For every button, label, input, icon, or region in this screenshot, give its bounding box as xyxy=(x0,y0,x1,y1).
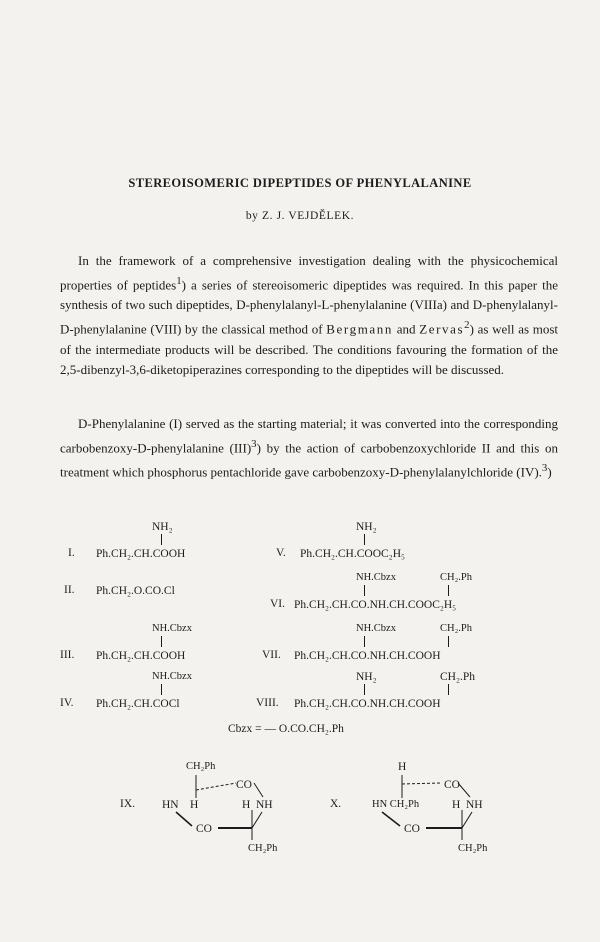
bond-VIII-a xyxy=(364,684,365,695)
para1-text-b: ) a series of stereoisomeric dipeptides was required. In this paper the synthesis of two such dipeptides, D-phenylalanyl-L-phenylalanine (VIIIa) and D-phenylalanyl-D-phenylalanine (VIII) by the classical method of xyxy=(60,277,558,337)
bond-VI-a xyxy=(364,585,365,596)
IX-h1: H xyxy=(190,799,199,811)
formula-I-main: Ph.CH₂.CH.COOH xyxy=(96,548,186,560)
X-nh: NH xyxy=(466,799,483,811)
formula-VIII-top1: NH₂ xyxy=(356,671,377,683)
paragraph-method xyxy=(60,414,558,483)
formula-VII-num: VII. xyxy=(262,649,281,661)
bond-VI-b xyxy=(448,585,449,596)
formula-VII-main: Ph.CH₂.CH.CO.NH.CH.COOH xyxy=(294,650,441,662)
bond-VII-b xyxy=(448,636,449,647)
formula-II-main: Ph.CH₂.O.CO.Cl xyxy=(96,585,175,597)
formula-VIII-top2: CH₂.Ph xyxy=(440,671,476,683)
ref-3a: 3 xyxy=(251,438,257,450)
bond-VII-a xyxy=(364,636,365,647)
ref-2: 2 xyxy=(464,319,470,332)
formula-I-num: I. xyxy=(68,547,75,559)
formula-V-top: NH₂ xyxy=(356,521,377,533)
para1-text-a: In the framework of a comprehensive investigation dealing with the physicochemical properties of peptides xyxy=(60,253,558,293)
IX-top-group: CH₂Ph xyxy=(186,761,216,772)
para1-text-c: and xyxy=(396,321,416,337)
structure-X-num: X. xyxy=(330,798,342,810)
ref-3b: 3 xyxy=(541,462,548,475)
formula-VIII-num: VIII. xyxy=(256,697,279,709)
X-h2: H xyxy=(452,799,461,811)
structure-IX-num: IX. xyxy=(120,798,136,810)
formula-III-top: NH.Cbzx xyxy=(152,623,192,634)
X-co-bottom: CO xyxy=(404,823,420,835)
para2-text-a: D-Phenylalanine (I) served as the starting material; it was converted into the corresponding carbobenzoxy-D-phenylalanine (III) xyxy=(60,416,558,456)
para2-text-c: ) xyxy=(547,464,552,480)
bond-IV xyxy=(161,684,162,695)
name-bergmann: Bergmann xyxy=(326,321,393,337)
X-left-group: HN CH₂Ph xyxy=(372,799,420,810)
name-zervas: Zervas xyxy=(419,321,465,337)
para1-text-d: ) as well as most of the intermediate products will be described. The conditions favouring the formation of the 2,5-dibenzyl-3,6-diketopiperazines corresponding to the dipeptides will be discussed. xyxy=(60,321,559,377)
IX-nh: NH xyxy=(256,799,273,811)
formula-V-num: V. xyxy=(276,547,286,559)
formula-VI-main: Ph.CH₂.CH.CO.NH.CH.COOC₂H₅ xyxy=(294,599,457,611)
formula-VIII-main: Ph.CH₂.CH.CO.NH.CH.COOH xyxy=(294,698,441,710)
formula-IV-top: NH.Cbzx xyxy=(152,671,192,682)
formula-IV-num: IV. xyxy=(60,697,74,709)
IX-hn: HN xyxy=(162,799,179,811)
formula-IV-main: Ph.CH₂.CH.COCl xyxy=(96,698,180,710)
formula-VI-num: VI. xyxy=(270,598,286,610)
ref-1: 1 xyxy=(176,275,182,287)
IX-bottom-group: CH₂Ph xyxy=(248,843,278,854)
formula-VII-top1: NH.Cbzx xyxy=(356,623,396,634)
formula-VI-top2: CH₂.Ph xyxy=(440,572,472,583)
formula-VII-top2: CH₂.Ph xyxy=(440,623,472,634)
bond-V xyxy=(364,534,365,545)
formula-III-num: III. xyxy=(60,649,75,661)
bond-III xyxy=(161,636,162,647)
formula-III-main: Ph.CH₂.CH.COOH xyxy=(96,650,186,662)
X-bottom-group: CH₂Ph xyxy=(458,843,488,854)
bond-I xyxy=(161,534,162,545)
IX-co-top: CO xyxy=(236,779,252,791)
formula-II-num: II. xyxy=(64,584,75,596)
formula-VI-top1: NH.Cbzx xyxy=(356,572,396,583)
paragraph-intro xyxy=(60,251,558,380)
formula-I-top: NH₂ xyxy=(152,521,173,533)
X-co-top: CO xyxy=(444,779,460,791)
IX-co-bottom: CO xyxy=(196,823,212,835)
bond-VIII-b xyxy=(448,684,449,695)
para2-text-b: ) by the action of carbobenzoxychloride II and this on treatment which phosphorus pentachloride gave carbobenzoxy-D-phenylalanylchloride (IV). xyxy=(60,440,558,480)
IX-ring-bonds xyxy=(160,770,290,845)
X-ring-bonds xyxy=(370,770,500,845)
cbzx-definition: Cbzx = — O.CO.CH₂.Ph xyxy=(228,723,344,735)
formula-V-main: Ph.CH₂.CH.COOC₂H₅ xyxy=(300,548,406,560)
X-top-group: H xyxy=(398,761,407,773)
IX-h2: H xyxy=(242,799,251,811)
article-title: STEREOISOMERIC DIPEPTIDES OF PHENYLALANINE xyxy=(128,176,472,190)
article-author: by Z. J. VEJDĚLEK. xyxy=(245,210,355,222)
